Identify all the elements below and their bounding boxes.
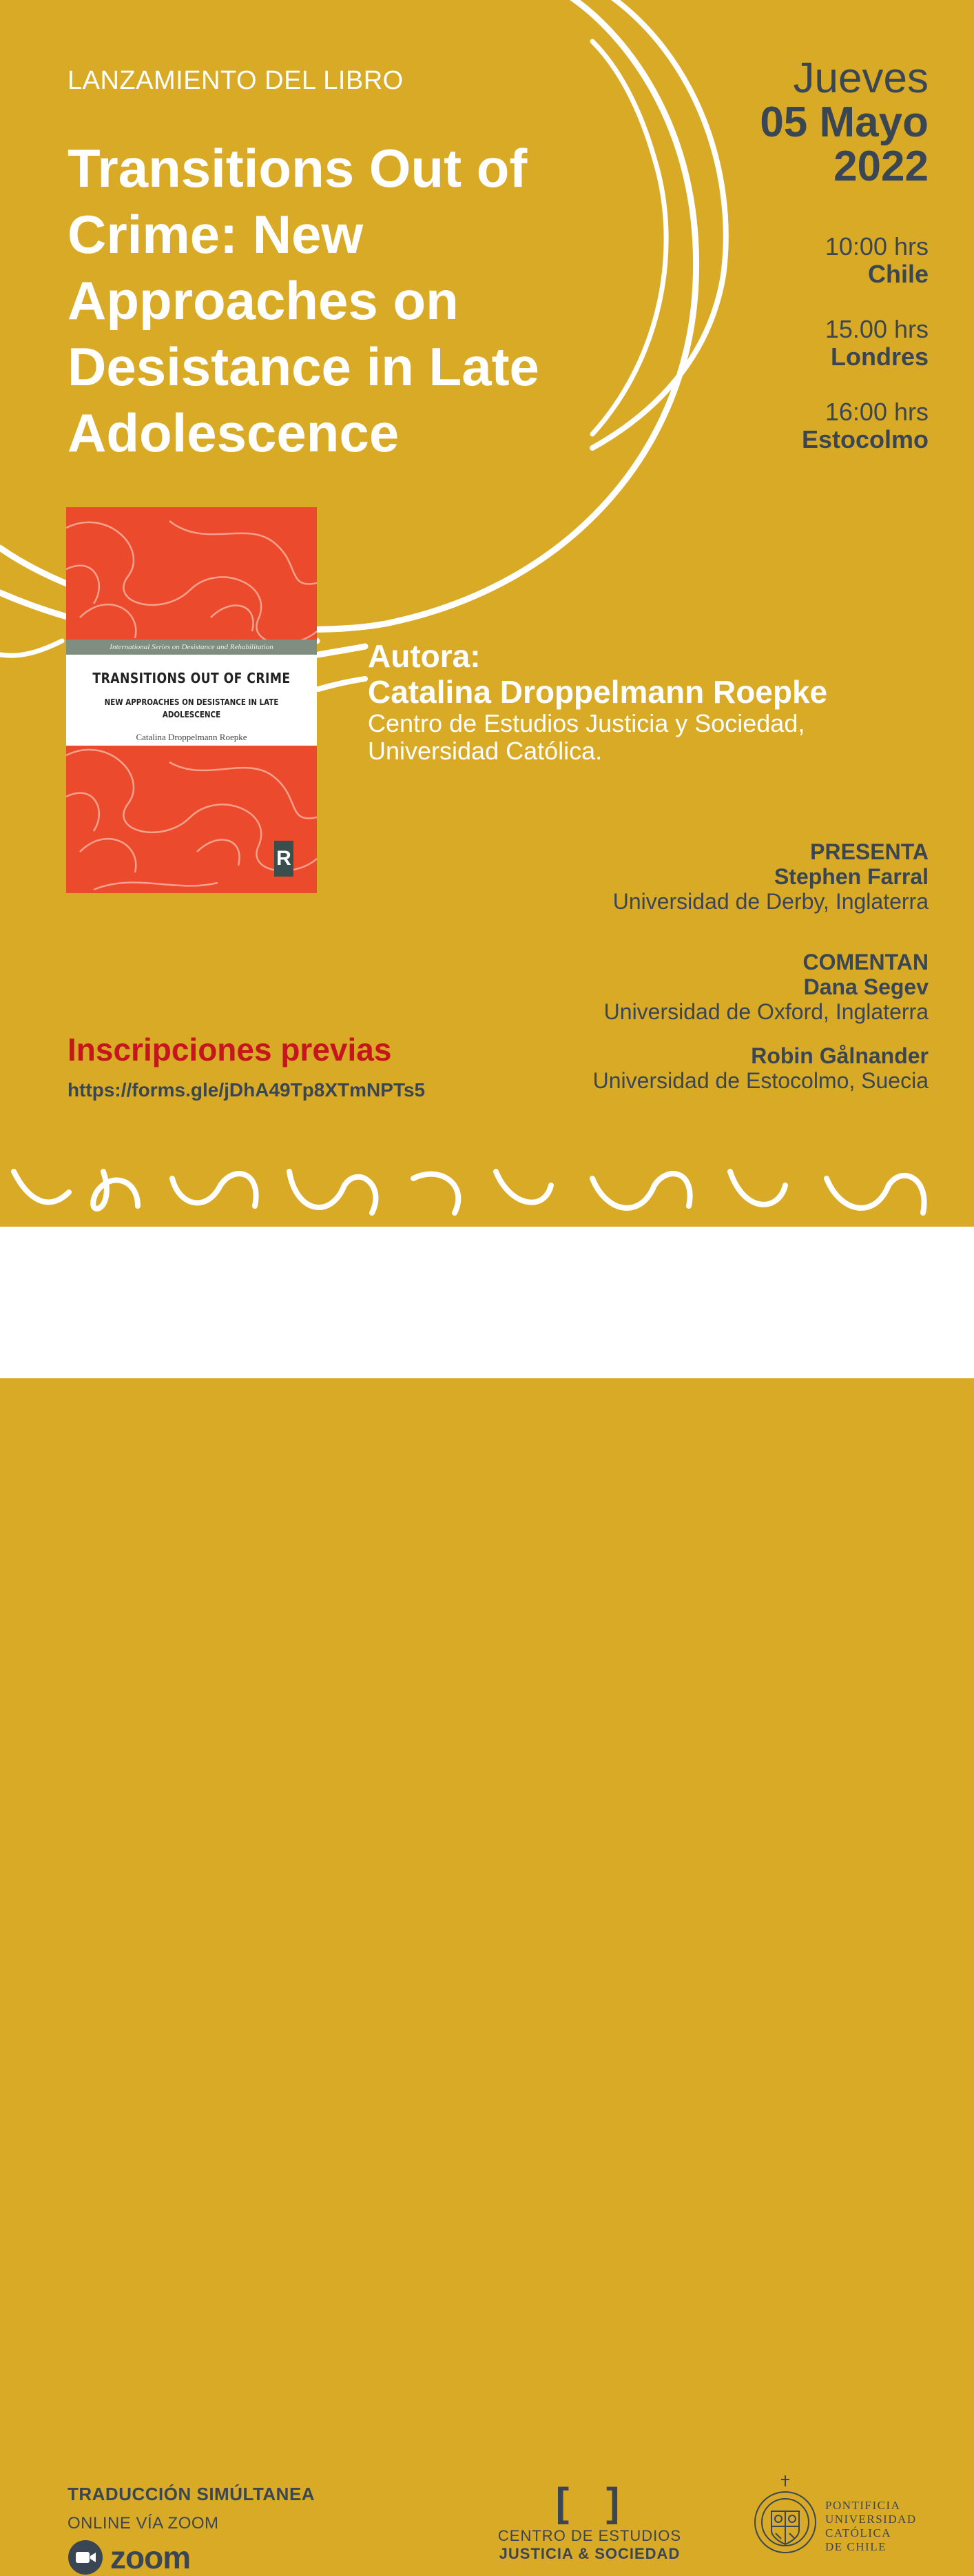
time-place: Chile [867,260,929,288]
ces-ampersand: & [573,2480,606,2525]
university-name-line: CATÓLICA [825,2526,892,2539]
event-type-label: LANZAMIENTO DEL LIBRO [68,66,404,95]
connector-1 [318,646,365,655]
registration-title: Inscripciones previas [68,1032,392,1067]
time-hour: 15.00 hrs [825,315,929,343]
ces-line-1: CENTRO DE ESTUDIOS [497,2527,682,2544]
cover-title: TRANSITIONS OUT OF CRIME [92,670,291,686]
bottom-pattern [14,1172,924,1213]
book-title [68,135,591,466]
author-label: Autora: [368,638,481,674]
zoom-camera-icon [68,2539,103,2575]
time-entry [802,233,929,288]
cover-author: Catalina Droppelmann Roepke [136,732,247,742]
ces-logo-mark [486,2480,693,2526]
title-line: Adolescence [68,402,400,463]
presenter-name: Stephen Farral [774,864,929,889]
time-hour: 16:00 hrs [825,398,929,426]
cover-subtitle: NEW APPROACHES ON DESISTANCE IN LATE ADOLESCENCE [104,697,279,719]
date-day-month: 05 Mayo [760,99,929,146]
zoom-wordmark: zoom [110,2539,191,2575]
online-note: ONLINE VÍA ZOOM [68,2514,219,2533]
comentan-heading: COMENTAN [802,950,929,974]
zoom-logo [68,2540,190,2575]
book-cover [66,507,317,893]
connector-2 [318,679,365,689]
time-entry [802,316,929,371]
footer [0,1227,974,2575]
author-affiliation: Centro de Estudios Justicia y Sociedad, [368,709,805,737]
ces-logo [486,2480,693,2563]
time-entry [802,398,929,453]
commentator-affiliation: Universidad de Estocolmo, Suecia [592,1068,929,1093]
ces-line-2: JUSTICIA & SOCIEDAD [499,2545,681,2562]
date-year: 2022 [833,143,929,190]
title-line: Transitions Out of [68,138,528,198]
cover-series: International Series on Desistance and Rehabilitation [66,640,317,655]
commentator-name: Dana Segev [803,974,929,999]
translation-note: TRADUCCIÓN SIMÚLTANEA [68,2484,315,2504]
university-name [825,2499,917,2554]
date-weekday: Jueves [793,54,929,102]
university-name-line: DE CHILE [825,2540,887,2553]
time-place: Estocolmo [801,425,929,453]
cover-title-panel [66,655,317,746]
university-seal-icon [751,2473,820,2562]
ces-bracket-open: [ [555,2480,574,2525]
title-line: Approaches on [68,270,459,331]
title-line: Desistance in Late [68,336,539,397]
event-times [802,233,929,481]
author-block [368,638,827,765]
university-name-line: UNIVERSIDAD [825,2513,917,2526]
registration-link[interactable]: https://forms.gle/jDhA49Tp8XTmNPTs5 [68,1079,426,1101]
commentator-name: Robin Gålnander [751,1043,929,1068]
title-line: Crime: New [68,204,364,265]
time-place: Londres [830,343,929,371]
arc-small [0,641,62,655]
poster [0,0,974,1227]
publisher-logo: R [274,841,293,877]
time-hour: 10:00 hrs [825,232,929,260]
event-date [760,54,929,190]
author-name: Catalina Droppelmann Roepke [368,674,828,710]
ces-bracket-close: ] [605,2480,624,2525]
speakers [593,839,929,1093]
presenta-heading: PRESENTA [810,839,929,864]
presenter-affiliation: Universidad de Derby, Inglaterra [612,889,929,914]
university-name-line: PONTIFICIA [825,2499,901,2512]
author-affiliation: Universidad Católica. [368,737,603,765]
commentator-affiliation: Universidad de Oxford, Inglaterra [603,999,929,1024]
